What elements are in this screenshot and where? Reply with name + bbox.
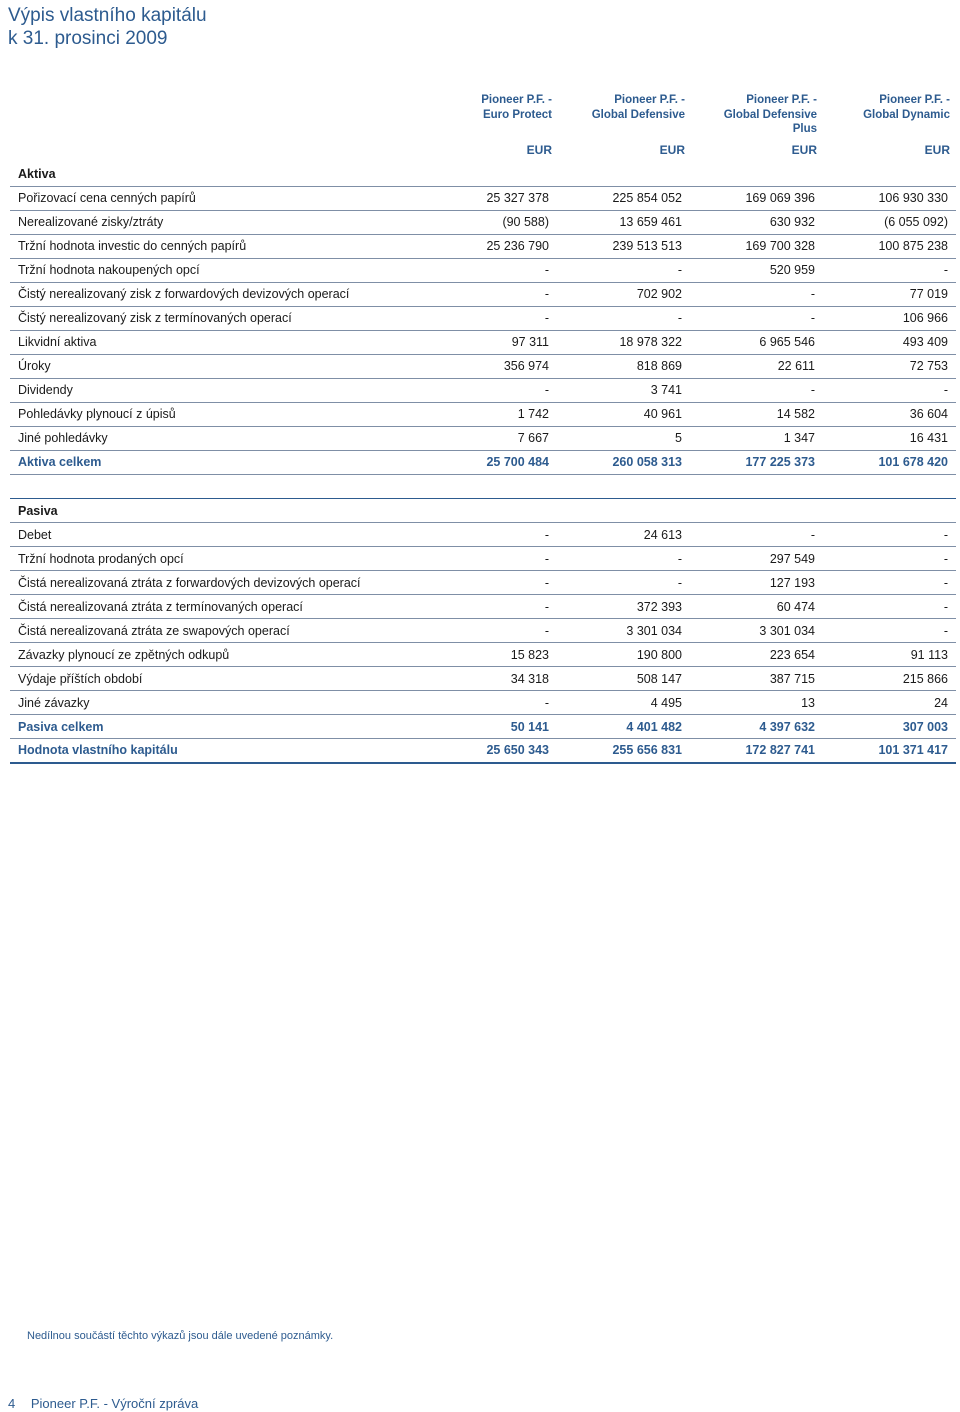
cell-value: 77 019 <box>823 282 956 306</box>
cell-value: 3 301 034 <box>557 619 690 643</box>
row-label: Debet <box>10 523 424 547</box>
row-label: Tržní hodnota nakoupených opcí <box>10 258 424 282</box>
table-row <box>10 234 956 258</box>
column-header-line: Pioneer P.F. - <box>879 94 950 106</box>
row-label: Nerealizované zisky/ztráty <box>10 210 424 234</box>
row-label: Aktiva celkem <box>10 450 424 474</box>
cell-value <box>557 499 690 523</box>
page-title <box>8 4 207 50</box>
cell-value: 5 <box>557 426 690 450</box>
table-row <box>10 186 956 210</box>
cell-value: 4 397 632 <box>690 715 823 739</box>
row-label: Tržní hodnota prodaných opcí <box>10 547 424 571</box>
column-header-line: Pioneer P.F. - <box>481 94 552 106</box>
cell-value: 1 347 <box>690 426 823 450</box>
cell-value: 260 058 313 <box>557 450 690 474</box>
cell-value: 100 875 238 <box>823 234 956 258</box>
cell-value: 34 318 <box>424 667 557 691</box>
cell-value: - <box>557 306 690 330</box>
cell-value: 16 431 <box>823 426 956 450</box>
table-row <box>10 667 956 691</box>
cell-value: 818 869 <box>557 354 690 378</box>
cell-value: 215 866 <box>823 667 956 691</box>
table-row <box>10 571 956 595</box>
cell-value <box>690 499 823 523</box>
cell-value <box>557 162 690 186</box>
cell-value: (90 588) <box>424 210 557 234</box>
row-label: Tržní hodnota investic do cenných papírů <box>10 234 424 258</box>
column-header-global-defensive <box>585 93 685 122</box>
cell-value: - <box>424 378 557 402</box>
cell-value: 7 667 <box>424 426 557 450</box>
total-row-aktiva <box>10 450 956 474</box>
cell-value: 25 327 378 <box>424 186 557 210</box>
table-row <box>10 619 956 643</box>
row-label: Čistá nerealizovaná ztráta z forwardových devizových operací <box>10 571 424 595</box>
cell-value: 18 978 322 <box>557 330 690 354</box>
total-row-pasiva <box>10 715 956 739</box>
section-heading-pasiva <box>10 499 956 523</box>
cell-value: 40 961 <box>557 402 690 426</box>
cell-value: 25 236 790 <box>424 234 557 258</box>
cell-value: 15 823 <box>424 643 557 667</box>
table-row <box>10 402 956 426</box>
cell-value: - <box>823 523 956 547</box>
cell-value: - <box>557 258 690 282</box>
cell-value: - <box>557 571 690 595</box>
cell-value: - <box>823 378 956 402</box>
cell-value: 50 141 <box>424 715 557 739</box>
row-label: Výdaje příštích období <box>10 667 424 691</box>
footnote: Nedílnou součástí těchto výkazů jsou dále uvedené poznámky. <box>27 1330 334 1342</box>
table-row <box>10 691 956 715</box>
row-label: Čistá nerealizovaná ztráta ze swapových operací <box>10 619 424 643</box>
cell-value: - <box>424 258 557 282</box>
cell-value: 106 966 <box>823 306 956 330</box>
cell-value: 13 <box>690 691 823 715</box>
cell-value <box>424 162 557 186</box>
column-header-line: Global Defensive <box>591 108 685 121</box>
cell-value: 702 902 <box>557 282 690 306</box>
cell-value: - <box>690 378 823 402</box>
cell-value <box>690 162 823 186</box>
cell-value: 24 613 <box>557 523 690 547</box>
currency-label: EUR <box>659 143 685 157</box>
cell-value: 24 <box>823 691 956 715</box>
row-label: Hodnota vlastního kapitálu <box>10 739 424 763</box>
table-row <box>10 523 956 547</box>
cell-value <box>424 499 557 523</box>
footer-text: Pioneer P.F. - Výroční zpráva <box>30 1396 199 1411</box>
row-label: Likvidní aktiva <box>10 330 424 354</box>
column-header-euro-protect <box>452 93 552 122</box>
cell-value: 72 753 <box>823 354 956 378</box>
row-label: Čistý nerealizovaný zisk z forwardových devizových operací <box>10 282 424 306</box>
row-label: Pasiva celkem <box>10 715 424 739</box>
table-row <box>10 595 956 619</box>
column-header-line: Pioneer P.F. - <box>746 94 817 106</box>
cell-value: - <box>823 571 956 595</box>
cell-value: - <box>823 258 956 282</box>
cell-value: 91 113 <box>823 643 956 667</box>
cell-value: 3 301 034 <box>690 619 823 643</box>
cell-value: - <box>424 306 557 330</box>
title-line-2: k 31. prosinci 2009 <box>8 28 168 49</box>
cell-value: 4 495 <box>557 691 690 715</box>
cell-value: 508 147 <box>557 667 690 691</box>
table-row <box>10 547 956 571</box>
cell-value: 630 932 <box>690 210 823 234</box>
cell-value: - <box>823 619 956 643</box>
cell-value: 493 409 <box>823 330 956 354</box>
cell-value: 6 965 546 <box>690 330 823 354</box>
cell-value: - <box>690 306 823 330</box>
cell-value: - <box>690 523 823 547</box>
currency-label: EUR <box>924 143 950 157</box>
section-heading-aktiva <box>10 162 956 186</box>
cell-value: 4 401 482 <box>557 715 690 739</box>
cell-value: 239 513 513 <box>557 234 690 258</box>
cell-value: 356 974 <box>424 354 557 378</box>
cell-value: - <box>424 691 557 715</box>
cell-value: 177 225 373 <box>690 450 823 474</box>
cell-value: 36 604 <box>823 402 956 426</box>
row-label: Aktiva <box>10 162 424 186</box>
pasiva-table <box>10 498 956 764</box>
column-header-line: Global Defensive <box>723 108 817 121</box>
row-label: Závazky plynoucí ze zpětných odkupů <box>10 643 424 667</box>
row-label: Dividendy <box>10 378 424 402</box>
row-label: Čistý nerealizovaný zisk z termínovaných operací <box>10 306 424 330</box>
currency-label: EUR <box>526 143 552 157</box>
cell-value: 106 930 330 <box>823 186 956 210</box>
cell-value: 25 650 343 <box>424 739 557 763</box>
column-header-line: Euro Protect <box>482 108 552 121</box>
table-row <box>10 354 956 378</box>
cell-value: 307 003 <box>823 715 956 739</box>
column-header-line: Pioneer P.F. - <box>614 94 685 106</box>
cell-value: 13 659 461 <box>557 210 690 234</box>
row-label: Pasiva <box>10 499 424 523</box>
table-row <box>10 378 956 402</box>
cell-value: - <box>424 547 557 571</box>
table-row <box>10 258 956 282</box>
cell-value: 520 959 <box>690 258 823 282</box>
cell-value: 101 371 417 <box>823 739 956 763</box>
cell-value: 190 800 <box>557 643 690 667</box>
cell-value: - <box>424 595 557 619</box>
cell-value: - <box>823 547 956 571</box>
cell-value: - <box>424 282 557 306</box>
cell-value: - <box>557 547 690 571</box>
cell-value: 97 311 <box>424 330 557 354</box>
cell-value: - <box>690 282 823 306</box>
cell-value: - <box>823 595 956 619</box>
cell-value: 60 474 <box>690 595 823 619</box>
title-line-1: Výpis vlastního kapitálu <box>8 5 207 26</box>
cell-value: 372 393 <box>557 595 690 619</box>
row-label: Pohledávky plynoucí z úpisů <box>10 402 424 426</box>
cell-value: 1 742 <box>424 402 557 426</box>
currency-label: EUR <box>791 143 817 157</box>
cell-value: 101 678 420 <box>823 450 956 474</box>
cell-value: - <box>424 571 557 595</box>
cell-value: 22 611 <box>690 354 823 378</box>
equity-total-row <box>10 739 956 763</box>
cell-value: 127 193 <box>690 571 823 595</box>
cell-value: 255 656 831 <box>557 739 690 763</box>
cell-value: 297 549 <box>690 547 823 571</box>
cell-value: 223 654 <box>690 643 823 667</box>
cell-value <box>823 499 956 523</box>
column-header-line: Global Dynamic <box>863 108 950 121</box>
cell-value: 225 854 052 <box>557 186 690 210</box>
cell-value: - <box>424 619 557 643</box>
page-number: 4 <box>8 1396 16 1411</box>
column-header-global-dynamic <box>850 93 950 122</box>
table-row <box>10 643 956 667</box>
column-header-global-defensive-plus <box>717 93 817 137</box>
cell-value: (6 055 092) <box>823 210 956 234</box>
cell-value: 387 715 <box>690 667 823 691</box>
page-footer <box>8 1396 198 1411</box>
table-row <box>10 306 956 330</box>
table-row <box>10 426 956 450</box>
cell-value: 169 069 396 <box>690 186 823 210</box>
column-header-line: Plus <box>792 123 817 135</box>
cell-value: 172 827 741 <box>690 739 823 763</box>
cell-value: 25 700 484 <box>424 450 557 474</box>
table-row <box>10 210 956 234</box>
aktiva-table <box>10 162 956 475</box>
table-row <box>10 282 956 306</box>
row-label: Čistá nerealizovaná ztráta z termínovaných operací <box>10 595 424 619</box>
cell-value: 3 741 <box>557 378 690 402</box>
table-row <box>10 330 956 354</box>
cell-value: - <box>424 523 557 547</box>
row-label: Jiné závazky <box>10 691 424 715</box>
cell-value: 169 700 328 <box>690 234 823 258</box>
row-label: Jiné pohledávky <box>10 426 424 450</box>
row-label: Úroky <box>10 354 424 378</box>
cell-value: 14 582 <box>690 402 823 426</box>
cell-value <box>823 162 956 186</box>
row-label: Pořizovací cena cenných papírů <box>10 186 424 210</box>
